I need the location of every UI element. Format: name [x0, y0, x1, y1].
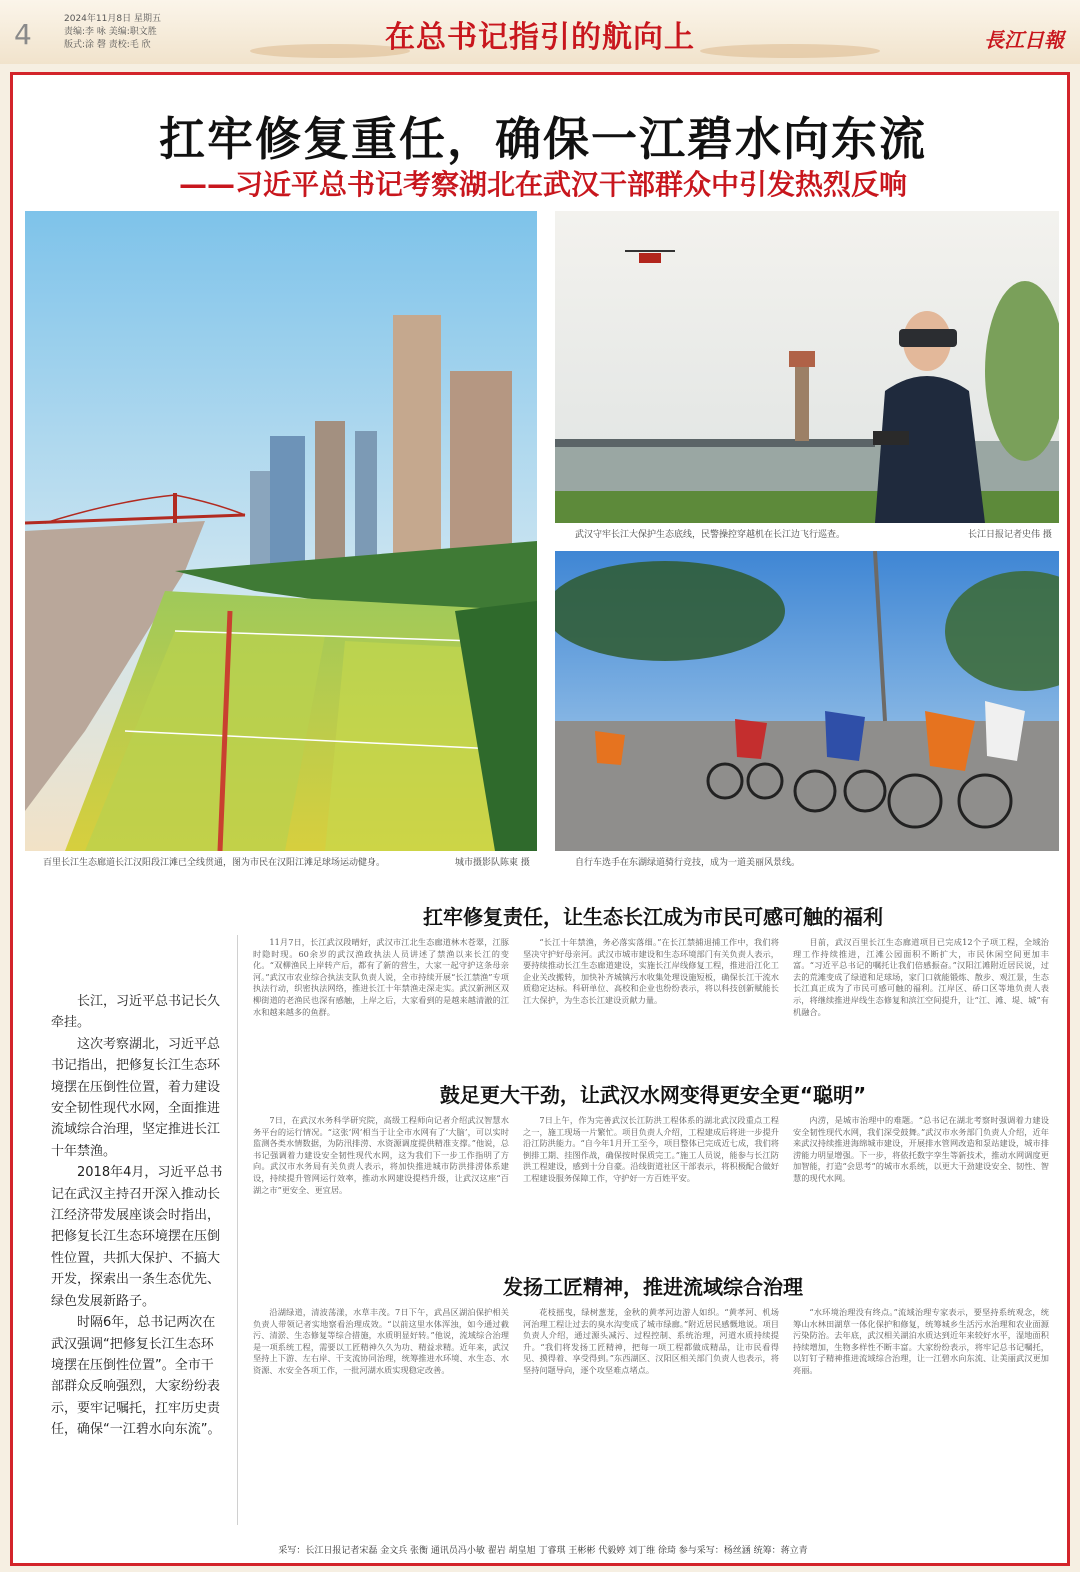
body-paragraph: 花枝摇曳，绿树葱茏，金秋的黄孝河边游人如织。“黄孝河、机场河治理工程让过去的臭水沟变成了城市绿廊。”附近居民感慨地说。项目负责人介绍，通过源头减污、过程控制、系统治理，河道水质持续提升。“我们将发扬工匠精神，把每一项工程都做成精品，让市民看得见、摸得着、享受得到。”东西湖区、汉阳区相关部门负责人也表示，将坚持问题导向，逐个攻坚难点堵点。 [523, 1307, 779, 1375]
edition-editors: 责编:李 咏 美编:职文胜 [64, 27, 157, 37]
drone-pilot-photo [555, 211, 1059, 523]
masthead [0, 0, 1080, 64]
body-paragraph: “水环境治理没有终点。”流域治理专家表示，要坚持系统观念，统筹山水林田湖草一体化保护和修复，统筹城乡生活污水治理和农业面源污染防治。去年底，武汉相关湖泊水质达到近年来较好水平，湿地面积持续增加，生物多样性不断丰富。大家纷纷表示，将牢记总书记嘱托，以钉钉子精神推进流域综合治理，让一江碧水向东流、让美丽武汉更加亮丽。 [793, 1307, 1049, 1375]
page-frame [10, 72, 1070, 1566]
body-paragraph: 11月7日，长江武汉段晴好，武汉市江北生态廊道林木苍翠，江豚时隐时现。60余岁的武汉渔政执法人员讲述了禁渔以来长江的变化。“双柳渔民上岸转产后，都有了新的营生，大家一起守护这条母亲河。”武汉市农业综合执法支队负责人说，全市持续开展“长江禁渔”专项执法行动，织密执法网络，推进长江十年禁渔走深走实。武汉新洲区双柳街道的老渔民也深有感触，上岸之后，大家看到的是越来越清澈的江水和越来越多的鱼群。 [253, 937, 509, 1017]
body-column [523, 1307, 779, 1527]
body-column [253, 1307, 509, 1527]
intro-paragraph: 2018年4月，习近平总书记在武汉主持召开深入推动长江经济带发展座谈会时指出，把修复长江生态环境摆在压倒性位置，共抓大保护、不搞大开发，探索出一条生态优先、绿色发展新路子。 [51, 1165, 223, 1309]
body-column [523, 937, 779, 1077]
page-number: 4 [14, 18, 32, 51]
body-paragraph: 沿湖绿道，清波荡漾，水草丰茂。7日下午，武昌区湖泊保护相关负责人带领记者实地察看治理成效。“以前这里水体浑浊，如今通过截污、清淤、生态修复等综合措施，水质明显好转。”他说，流域综合治理是一项系统工程，需要以工匠精神久久为功、精益求精。近年来，武汉坚持上下游、左右岸、干支流协同治理，统筹推进水环境、水生态、水资源、水安全各项工作，一批河湖水质实现稳定改善。 [253, 1307, 509, 1375]
drone-caption: 武汉守牢长江大保护生态底线，民警操控穿越机在长江边飞行巡查。 [575, 530, 846, 540]
article-subhead: ——习近平总书记考察湖北在武汉干部群众中引发热烈反响 [178, 168, 907, 201]
body-paragraph: 目前，武汉百里长江生态廊道项目已完成12个子项工程，全域治理工作持续推进，江滩公园面积不断扩大，市民休闲空间更加丰富。“习近平总书记的嘱托让我们倍感振奋。”汉阳江滩附近居民说，过去的荒滩变成了绿道和足球场，家门口就能锻炼、散步、观江景，生态长江真正成为了市民可感可触的福利。江岸区、硚口区等地负责人表示，将继续推进岸线生态修复和滨江空间提升，让“江、滩、堤、城”有机融合。 [793, 937, 1049, 1017]
intro-paragraph: 这次考察湖北，习近平总书记指出，把修复长江生态环境摆在压倒性位置，着力建设安全韧性现代水网，全面推进流域综合治理，坚定推进长江十年禁渔。 [51, 1036, 221, 1159]
body-paragraph: “长江十年禁渔，务必落实落细。”在长江禁捕退捕工作中，我们将坚决守护好母亲河。武汉市城市建设和生态环境部门有关负责人表示，要持续推动长江生态廊道建设，实施长江岸线修复工程，推进沿江化工企业关改搬转，加快补齐城镇污水收集处理设施短板，确保长江干流水质稳定达标。科研单位、高校和企业也纷纷表示，将以科技创新赋能长江大保护，为生态长江建设贡献力量。 [523, 937, 779, 1005]
body-column [793, 1115, 1049, 1255]
newspaper-logo: 長江日報 [984, 28, 1064, 52]
cycling-caption: 自行车选手在东湖绿道骑行竞技，成为一道美丽风景线。 [575, 858, 801, 868]
intro-column [51, 991, 223, 1441]
stadium-credit: 城市摄影队陈東 摄 [455, 858, 530, 868]
body-paragraph: 内涝，是城市治理中的难题。“总书记在湖北考察时强调着力建设安全韧性现代水网，我们深受鼓舞。”武汉市水务部门负责人介绍，近年来武汉持续推进海绵城市建设，开展排水管网改造和泵站建设，城市排涝能力明显增强。下一步，将依托数字孪生等新技术，推动水网调度更加智能，打造“会思考”的城市水系统，以更大干劲建设安全、韧性、智慧的现代水网。 [793, 1115, 1049, 1183]
section-heading-3: 发扬工匠精神，推进流域综合治理 [503, 1275, 803, 1299]
edition-date: 2024年11月8日 星期五 [64, 14, 161, 24]
body-column [793, 1307, 1049, 1527]
body-column [793, 937, 1049, 1077]
column-divider [237, 935, 238, 1525]
body-column [253, 937, 509, 1077]
reporter-credits: 采写：长江日报记者宋磊 金文兵 张衡 通讯员冯小敏 翟岩 胡皇旭 丁睿琪 王彬彬 代毅婷 刘丁维 徐琦 参与采写：杨丝涵 统筹：蒋立青 [278, 1546, 808, 1556]
body-paragraph: 7日上午，作为完善武汉长江防洪工程体系的湖北武汉段重点工程之一，施工现场一片繁忙。项目负责人介绍，工程建成后将进一步提升沿江防洪能力。“自今年1月开工至今，项目整体已完成近七成，我们将倒排工期、挂图作战，确保按时保质完工。”施工人员说，能参与长江防洪工程建设，感到十分自豪。沿线街道社区干部表示，将积极配合做好工程建设服务保障工作，守护好一方百姓平安。 [523, 1115, 779, 1183]
body-column [523, 1115, 779, 1255]
body-column [253, 1115, 509, 1255]
section-title: 在总书记指引的航向上 [385, 20, 695, 55]
cycling-photo [555, 551, 1059, 851]
section-heading-1: 扛牢修复责任，让生态长江成为市民可感可触的福利 [423, 905, 883, 929]
section-heading-2: 鼓足更大干劲，让武汉水网变得更安全更“聪明” [439, 1083, 867, 1107]
body-paragraph: 7日，在武汉水务科学研究院，高级工程师向记者介绍武汉智慧水务平台的运行情况。“这张‘网’相当于让全市水网有了‘大脑’，可以实时监测各类水情数据，为防汛排涝、水资源调度提供精准支撑。”他说，总书记强调着力建设安全韧性现代水网，这为我们下一步工作指明了方向。武汉市水务局有关负责人表示，将加快推进城市防洪排涝体系建设，持续提升管网运行效率，推动水网建设提档升级，让武汉这座“百湖之市”更安全、更宜居。 [253, 1115, 509, 1195]
article-headline: 扛牢修复重任，确保一江碧水向东流 [159, 112, 927, 166]
intro-paragraph: 时隔6年，总书记两次在武汉强调“把修复长江生态环境摆在压倒性位置”。全市干部群众反响强烈，大家纷纷表示，要牢记嘱托，扛牢历史责任，确保“一江碧水向东流”。 [51, 1315, 221, 1438]
stadium-caption: 百里长江生态廊道长江汉阳段江滩已全线贯通，图为市民在汉阳江滩足球场运动健身。 [43, 858, 386, 868]
drone-credit: 长江日报记者史伟 摄 [968, 530, 1052, 540]
edition-layout: 版式:涂 磬 责校:毛 欣 [64, 40, 151, 50]
intro-paragraph: 长江，习近平总书记长久牵挂。 [51, 994, 221, 1031]
stadium-photo [25, 211, 537, 851]
